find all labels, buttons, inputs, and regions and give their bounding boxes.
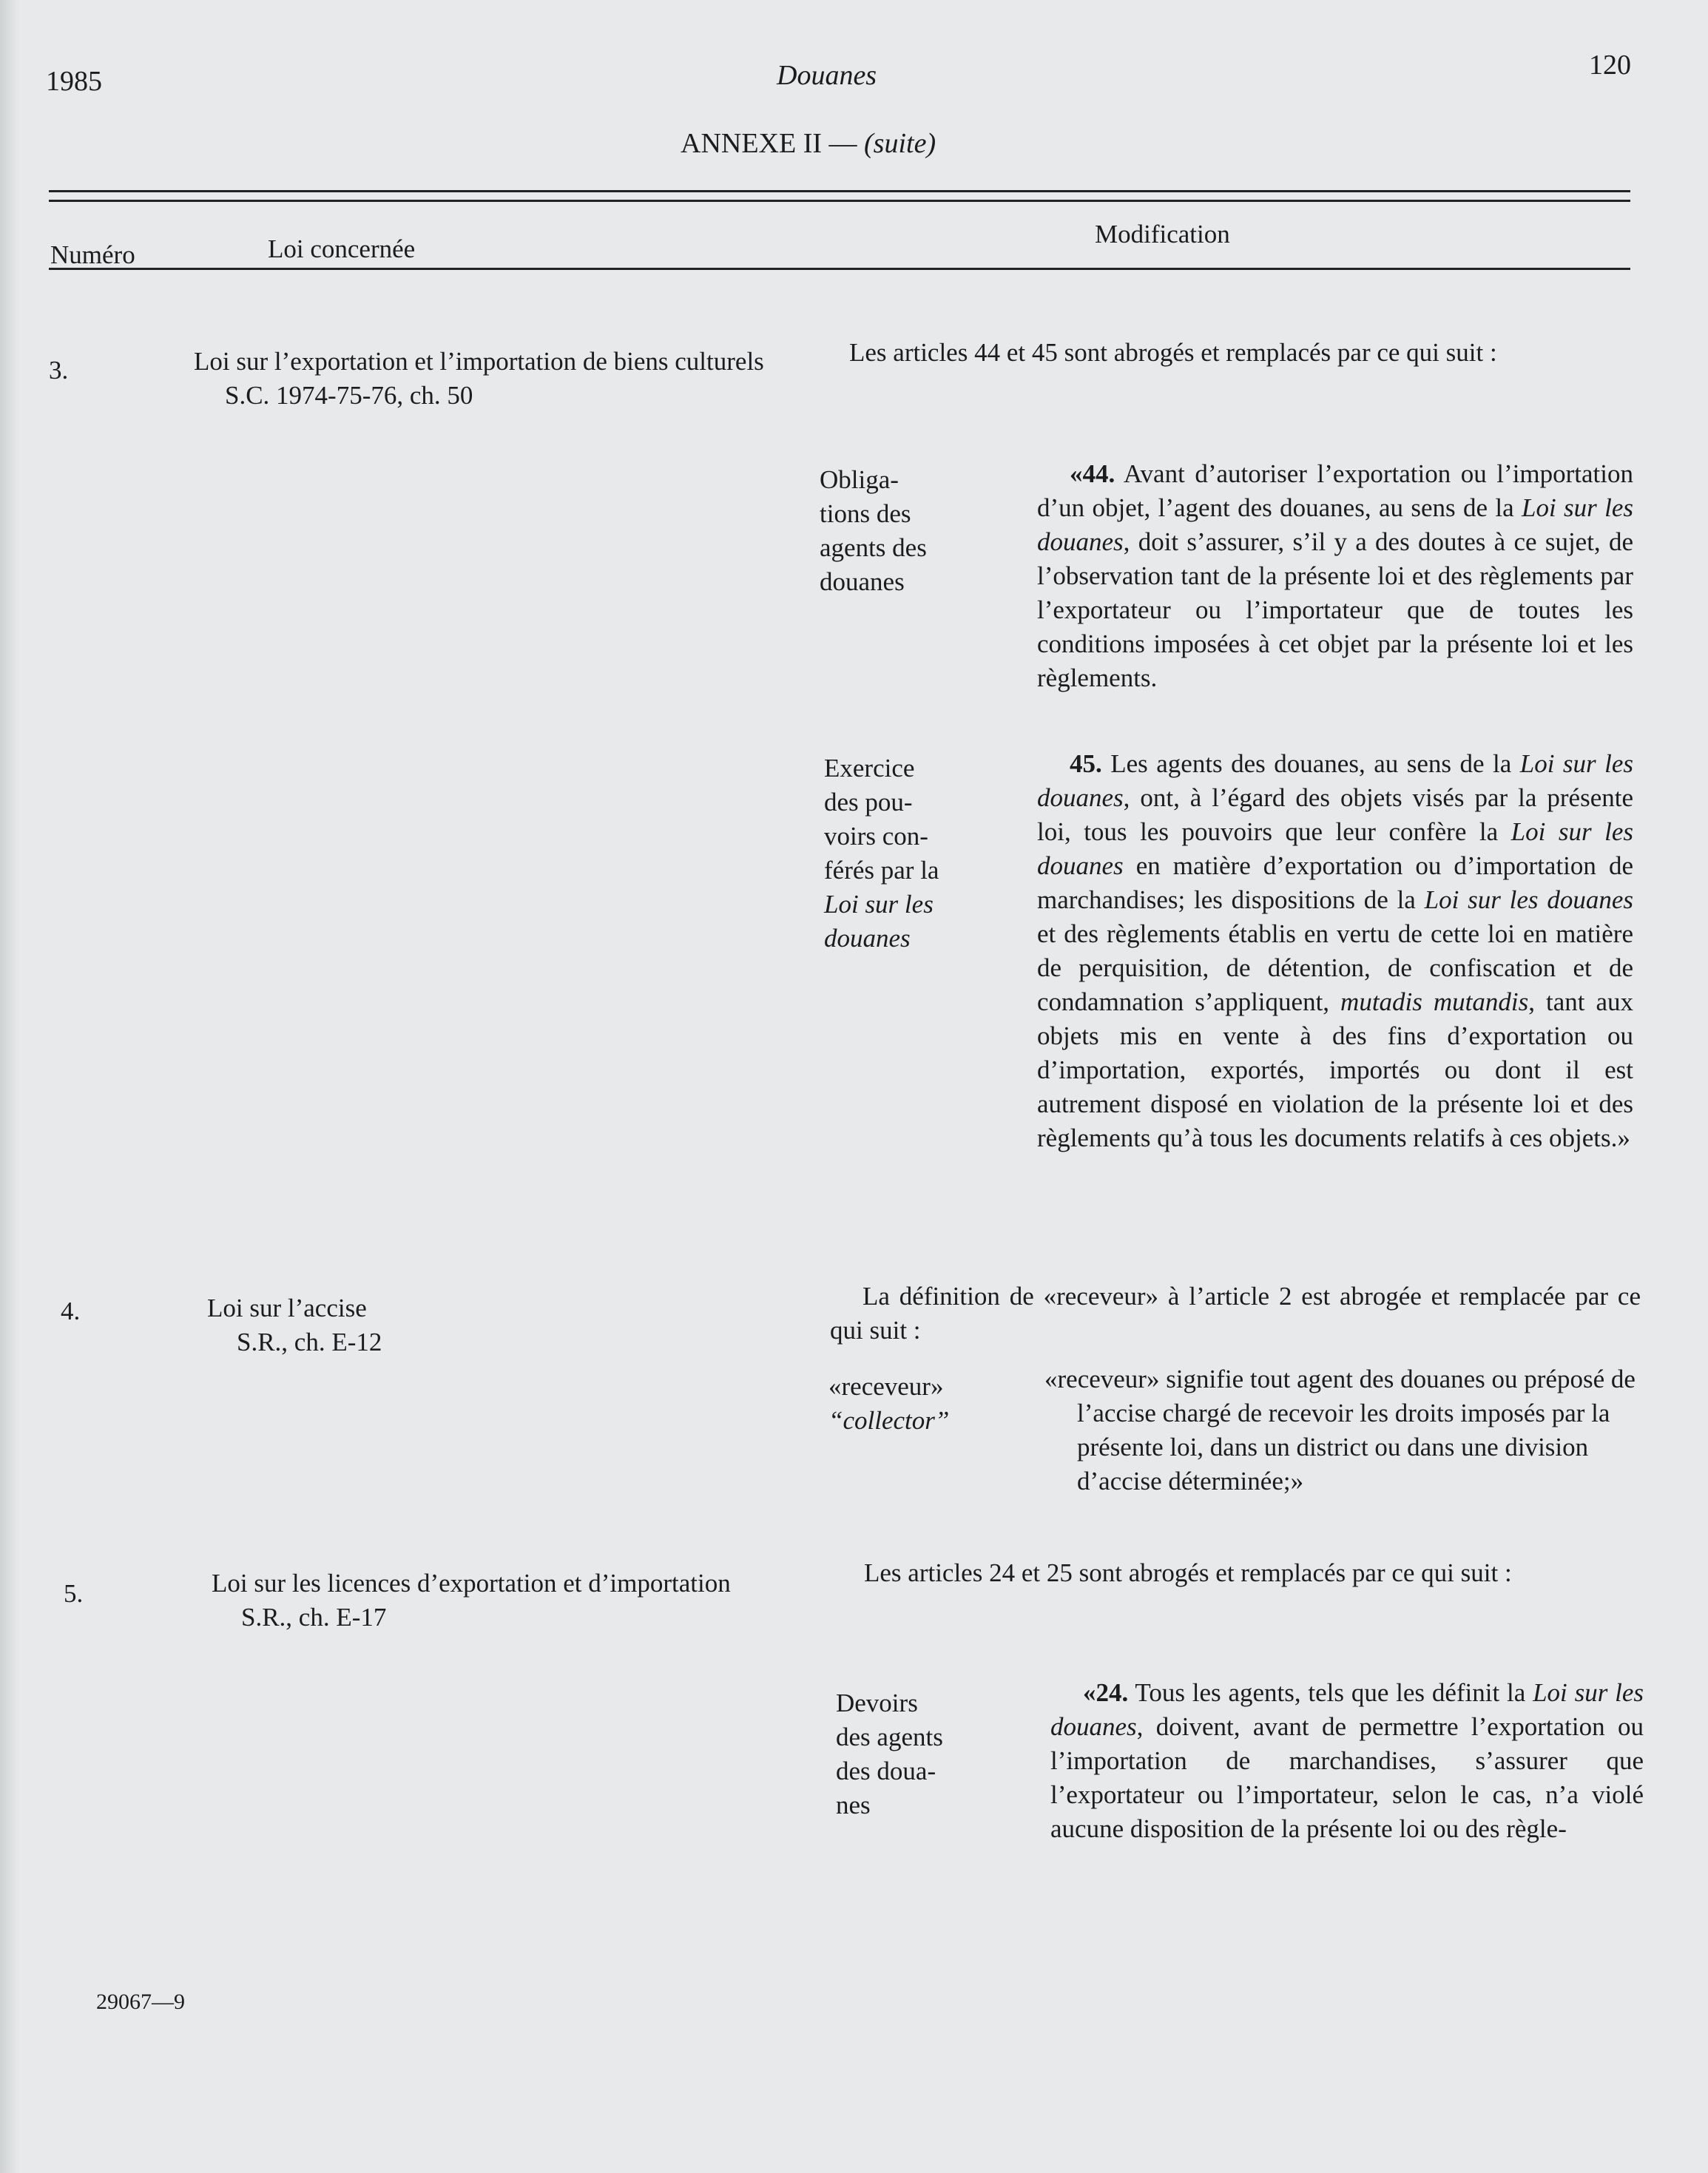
item-4-definition: «receveur» signifie tout agent des douanes ou préposé de l’accise chargé de recevoir les droits imposés par la présente loi, dans un district ou dans une division d’accise déterminée;» (1044, 1365, 1636, 1496)
item-3-act-ref: S.C. 1974-75-76, ch. 50 (225, 381, 473, 410)
s45-text-c: , ont, à l’égard des objets visés par la présente loi, tous les pouvoirs que leur confère la (1037, 783, 1633, 846)
item-5-act-title: Loi sur les licences d’exportation et d’importation (212, 1569, 731, 1598)
header-rule-second (49, 200, 1630, 202)
s45-act-ref-2: Loi sur les douanes (1037, 817, 1634, 880)
section-44-text-a: Avant d’autoriser l’exportation ou l’importation d’un objet, l’agent des douanes, au sens de la (1037, 459, 1633, 522)
s45-act-ref-1: Loi sur les douanes (1037, 749, 1634, 812)
annex-title (681, 127, 936, 160)
item-5-section-24 (1050, 1676, 1644, 1846)
item-4-act-ref: S.R., ch. E-12 (237, 1328, 382, 1356)
item-3-s44-margin-note: Obliga- tions des agents des douanes (820, 465, 927, 596)
footer-code: 29067—9 (96, 1990, 185, 2014)
s45-note-act: Loi sur les douanes (824, 890, 934, 953)
s45-text-i: , tant aux objets mis en vente à des fins d’exportation ou d’importation, exportés, importés ou dont il est autrement disposé en violation de la présente loi et des règlements qu’à tous les documents relatifs à ces objets.» (1037, 987, 1633, 1152)
binding-shadow (0, 0, 19, 2173)
section-24-number: «24. (1083, 1678, 1129, 1707)
item-5-number: 5. (64, 1579, 84, 1608)
s45-text-e: en matière d’exportation ou d’importation de marchandises; les dispositions de la (1037, 851, 1633, 914)
section-44-number: «44. (1070, 459, 1115, 488)
item-3-intro: Les articles 44 et 45 sont abrogés et remplacés par ce qui suit : (849, 338, 1497, 367)
s45-text-a: Les agents des douanes, au sens de la (1101, 749, 1520, 778)
s24-text-a: Tous les agents, tels que les définit la (1128, 1678, 1533, 1707)
s45-act-ref-3: Loi sur les douanes (1424, 885, 1634, 914)
section-44-act-ref: Loi sur les douanes (1037, 493, 1634, 556)
section-45-number: 45. (1070, 749, 1102, 778)
item-3-section-45 (1037, 747, 1633, 1155)
item-5-intro: Les articles 24 et 25 sont abrogés et remplacés par ce qui suit : (864, 1558, 1512, 1587)
item-4-note-fr: «receveur» (828, 1372, 944, 1401)
s24-act-ref: Loi sur les douanes (1050, 1678, 1644, 1741)
header-page-number: 120 (1589, 50, 1631, 81)
item-3-act (194, 345, 786, 413)
item-4-intro: La définition de «receveur» à l’article 2 est abrogée et remplacée par ce qui suit : (830, 1282, 1641, 1345)
item-4-act-title: Loi sur l’accise (207, 1294, 367, 1322)
item-4-act (207, 1291, 725, 1359)
s45-latin: mutadis mutandis (1340, 987, 1529, 1016)
s45-text-g: et des règlements établis en vertu de cette loi en matière de perquisition, de détention, de confiscation et de condamnation s’appliquent, (1037, 919, 1633, 1016)
column-header-number: Numéro (50, 240, 135, 269)
annex-title-main: ANNEXE II — (681, 128, 865, 159)
header-rule-top (49, 190, 1630, 192)
item-5-act (212, 1567, 803, 1635)
item-4-margin-note (828, 1370, 949, 1438)
item-5-act-ref: S.R., ch. E-17 (241, 1603, 387, 1632)
item-3-section-44 (1037, 457, 1633, 695)
item-3-number: 3. (49, 356, 69, 385)
header-year: 1985 (46, 66, 102, 97)
s24-text-c: , doivent, avant de permettre l’exportation ou l’importation de marchandises, s’assurer que l’exportateur ou l’importateur, selon le cas, n’a violé aucune disposition de la présente loi ou des règle- (1050, 1712, 1644, 1843)
annex-title-suffix: (suite) (864, 128, 936, 159)
item-3-s45-margin-note (824, 751, 939, 956)
column-header-amendment: Modification (1095, 220, 1230, 249)
item-3-act-title: Loi sur l’exportation et l’importation de biens culturels (194, 347, 764, 376)
item-4-note-en: “collector” (828, 1406, 950, 1435)
item-5-margin-note: Devoirs des agents des doua- nes (836, 1689, 943, 1819)
s45-note-text: Exercice des pou- voirs con- férés par la (824, 754, 939, 885)
header-title: Douanes (777, 60, 877, 91)
item-4-number: 4. (61, 1297, 81, 1325)
column-header-act: Loi concernée (268, 234, 416, 263)
section-44-text-b: , doit s’assurer, s’il y a des doutes à ce sujet, de l’observation tant de la présente loi et des règlements par l’exportateur ou l’importateur que de toutes les conditions imposées à cet objet par la présente loi et les règlements. (1037, 527, 1633, 692)
header-rule-bottom (49, 268, 1630, 270)
